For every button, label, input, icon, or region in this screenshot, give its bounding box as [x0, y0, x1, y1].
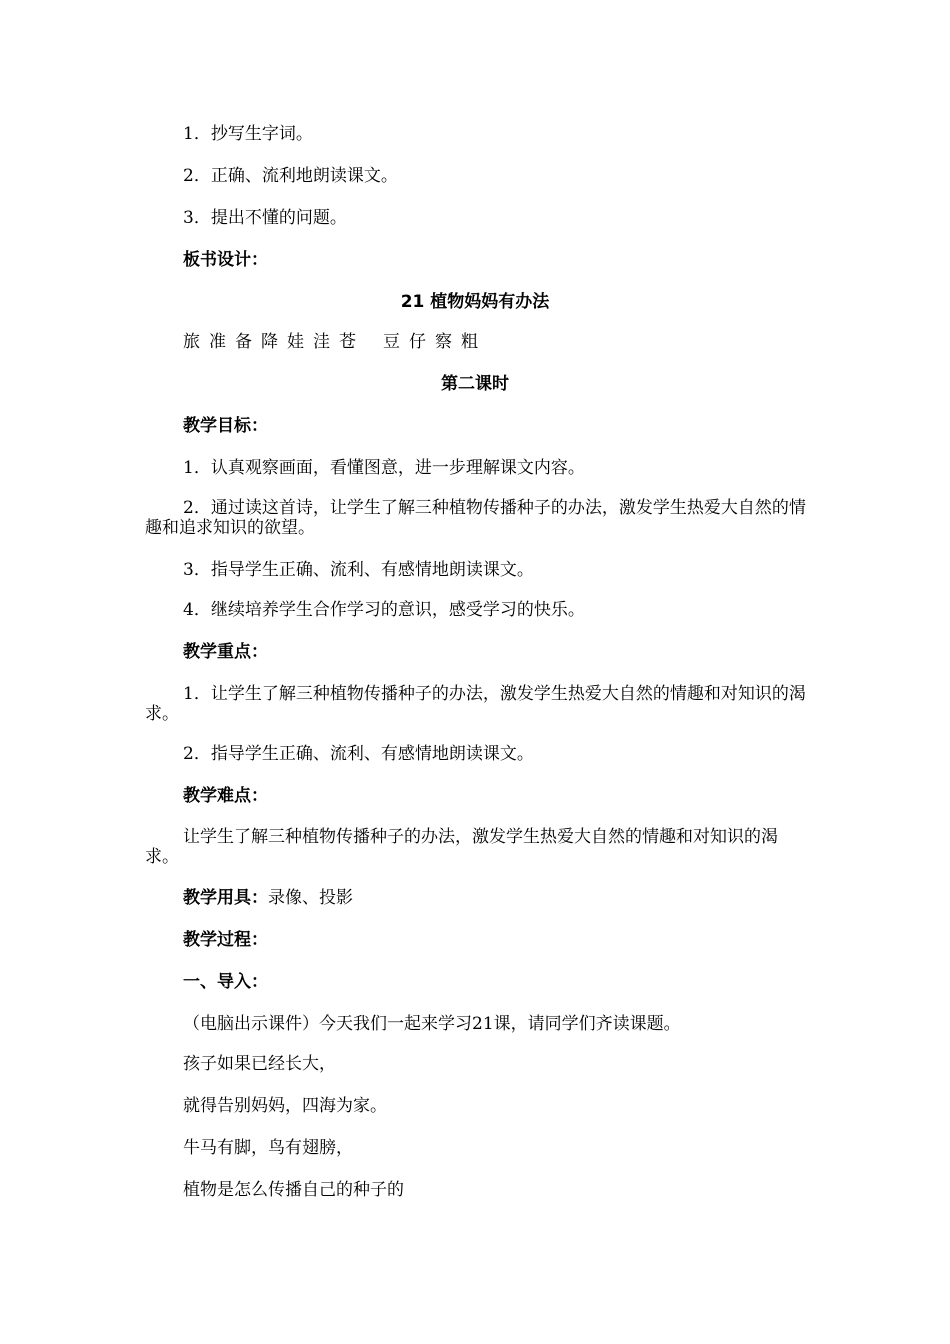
objective-item-2: 2．通过读这首诗，让学生了解三种植物传播种子的办法，激发学生热爱大自然的情趣和追求知识的欲望。	[145, 498, 806, 538]
board-design-heading: 板书设计：	[183, 250, 268, 270]
board-title: 21 植物妈妈有办法	[400, 292, 550, 312]
board-char: 苍	[339, 332, 356, 352]
board-char: 降	[261, 332, 278, 352]
homework-item-1: 1．抄写生字词。	[183, 124, 313, 144]
board-char: 洼	[313, 332, 330, 352]
tools-row	[183, 888, 823, 908]
poem-line-1: 孩子如果已经长大，	[183, 1054, 336, 1074]
intro-text: （电脑出示课件）今天我们一起来学习21课，请同学们齐读课题。	[183, 1014, 681, 1034]
key-points-heading: 教学重点：	[183, 642, 268, 662]
tools-heading: 教学用具：	[183, 888, 268, 908]
board-char: 粗	[461, 332, 478, 352]
objective-item-3: 3．指导学生正确、流利、有感情地朗读课文。	[183, 560, 534, 580]
objective-item-4: 4．继续培养学生合作学习的意识，感受学习的快乐。	[183, 600, 585, 620]
process-heading: 教学过程：	[183, 930, 268, 950]
lesson-title: 第二课时	[441, 374, 509, 394]
intro-heading: 一、导入：	[183, 972, 268, 992]
objective-item-1: 1．认真观察画面，看懂图意，进一步理解课文内容。	[183, 458, 585, 478]
board-char: 准	[209, 332, 226, 352]
homework-item-2: 2．正确、流利地朗读课文。	[183, 166, 398, 186]
board-char: 备	[235, 332, 252, 352]
objectives-heading: 教学目标：	[183, 416, 268, 436]
poem-line-2: 就得告别妈妈，四海为家。	[183, 1096, 387, 1116]
board-char: 娃	[287, 332, 304, 352]
board-char: 察	[435, 332, 452, 352]
difficulties-text: 让学生了解三种植物传播种子的办法，激发学生热爱大自然的情趣和对知识的渴求。	[145, 827, 778, 867]
board-char: 仔	[409, 332, 426, 352]
difficulties-heading: 教学难点：	[183, 786, 268, 806]
key-point-item-2: 2．指导学生正确、流利、有感情地朗读课文。	[183, 744, 534, 764]
board-char: 旅	[183, 332, 200, 352]
homework-item-3: 3．提出不懂的问题。	[183, 208, 347, 228]
board-char: 豆	[383, 332, 400, 352]
tools-text: 录像、投影	[268, 888, 353, 908]
key-point-item-1: 1．让学生了解三种植物传播种子的办法，激发学生热爱大自然的情趣和对知识的渴求。	[145, 684, 806, 724]
poem-line-4: 植物是怎么传播自己的种子的	[183, 1180, 404, 1200]
board-characters	[183, 332, 823, 352]
poem-line-3: 牛马有脚，鸟有翅膀，	[183, 1138, 353, 1158]
